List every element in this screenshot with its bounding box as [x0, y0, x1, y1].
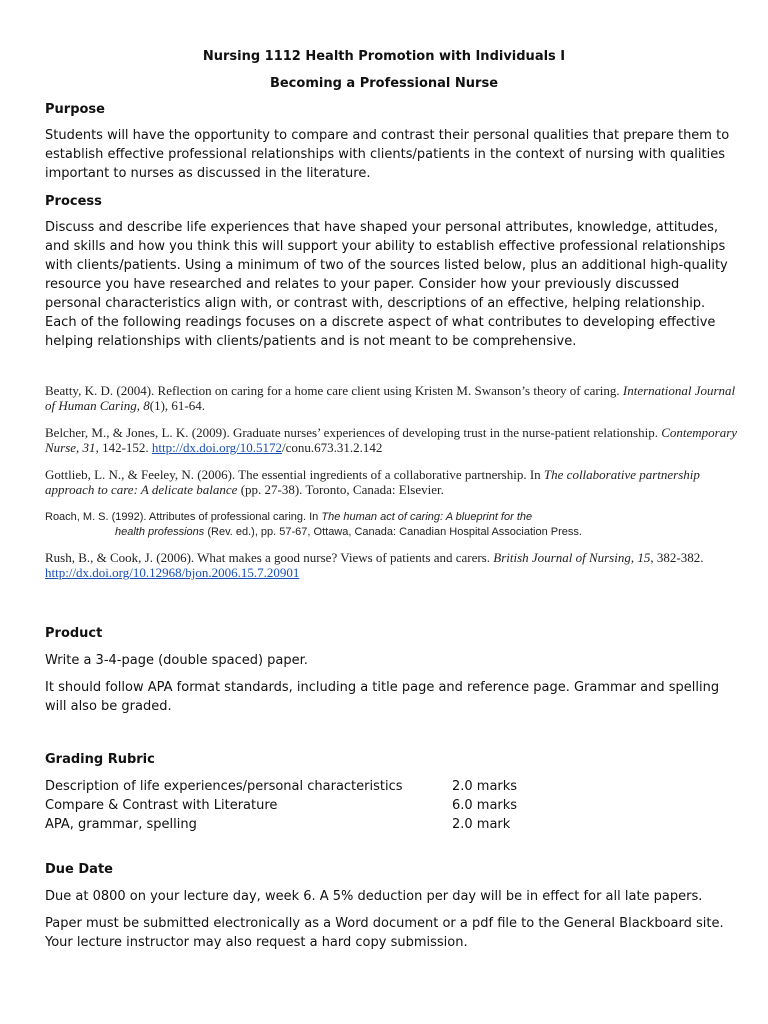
due-date-heading: Due Date	[45, 862, 113, 877]
product-line2: It should follow APA format standards, including a title page and reference page. Grammar and spelling will also be graded.	[45, 680, 720, 714]
rubric-marks: 2.0 marks	[452, 779, 518, 794]
reference-authors: Beatty, K. D. (2004). Reflection on caring for a home care client using Kristen M. Swanson’s theory of caring.	[45, 383, 620, 398]
rubric-criterion: Description of life experiences/personal characteristics	[45, 779, 403, 794]
reference-authors: Roach, M. S. (1992). Attributes of professional caring. In	[45, 511, 319, 523]
reference-book-cont: health professions	[115, 526, 205, 538]
rubric-row	[45, 815, 665, 834]
reference-journal: International Journal of Human Caring, 8	[45, 383, 736, 413]
rubric-table	[45, 777, 665, 834]
reference-authors: Rush, B., & Cook, J. (2006). What makes a good nurse? Views of patients and carers.	[45, 550, 490, 565]
rubric-criterion: APA, grammar, spelling	[45, 817, 197, 832]
reference-authors: Gottlieb, L. N., & Feeley, N. (2006). The essential ingredients of a collaborative partnership. In	[45, 467, 541, 482]
reference-tail: (Rev. ed.), pp. 57-67, Ottawa, Canada: Canadian Hospital Association Press.	[207, 526, 582, 538]
due-date-line1: Due at 0800 on your lecture day, week 6. A 5% deduction per day will be in effect for all late papers.	[45, 889, 703, 904]
reference-beatty	[45, 383, 745, 413]
product-heading: Product	[45, 626, 103, 641]
reference-line2	[45, 525, 745, 540]
reference-authors: Belcher, M., & Jones, L. K. (2009). Graduate nurses’ experiences of developing trust in the nurse-patient relationship.	[45, 425, 658, 440]
assignment-title: Becoming a Professional Nurse	[269, 76, 499, 91]
reference-belcher	[45, 425, 745, 455]
reference-journal: British Journal of Nursing, 15	[493, 550, 651, 565]
purpose-text: Students will have the opportunity to compare and contrast their personal qualities that prepare them to establish effective professional relationships with clients/patients in the context of nursing with qualities important to nurses as discussed in the literature.	[45, 128, 730, 181]
reference-book: The collaborative partnership approach to care: A delicate balance	[45, 467, 700, 497]
reference-tail: (1), 61-64.	[149, 398, 205, 413]
rubric-row	[45, 796, 665, 815]
course-title: Nursing 1112 Health Promotion with Individuals I	[202, 49, 566, 64]
reference-book: The human act of caring: A blueprint for the	[321, 511, 533, 523]
process-heading: Process	[45, 194, 102, 209]
reference-gottlieb	[45, 467, 745, 497]
rubric-marks: 6.0 marks	[452, 798, 518, 813]
rubric-row	[45, 777, 665, 796]
reference-pages: , 382-382.	[650, 550, 704, 565]
product-line1: Write a 3-4-page (double spaced) paper.	[45, 653, 308, 668]
reference-tail: /conu.673.31.2.142	[282, 440, 383, 455]
rubric-heading: Grading Rubric	[45, 752, 155, 767]
reference-journal: Contemporary Nurse, 31	[45, 425, 738, 455]
reference-line1	[45, 511, 532, 523]
reference-roach	[45, 510, 745, 540]
reference-rush	[45, 550, 745, 580]
rubric-marks: 2.0 mark	[452, 817, 511, 832]
reference-tail: (pp. 27-38). Toronto, Canada: Elsevier.	[240, 482, 444, 497]
reference-pages: , 142-152.	[95, 440, 149, 455]
due-date-line2: Paper must be submitted electronically as a Word document or a pdf file to the General Blackboard site. Your lecture instructor may also request a hard copy submission.	[45, 916, 724, 950]
process-text: Discuss and describe life experiences that have shaped your personal attributes, knowledge, attitudes, and skills and how you think this will support your ability to establish effective professional relationships with clients/patients. Using a minimum of two of the sources listed below, plus an additional high-quality resource you have researched and relates to your paper. Consider how your previously discussed personal characteristics align with, or contrast with, descriptions of an effective, helping relationship. Each of the following readings focuses on a discrete aspect of what contributes to developing effective helping relationships with clients/patients and is not meant to be comprehensive.	[45, 220, 728, 349]
rubric-criterion: Compare & Contrast with Literature	[45, 798, 278, 813]
reference-doi-link[interactable]: http://dx.doi.org/10.12968/bjon.2006.15.7.20901	[45, 565, 300, 580]
purpose-heading: Purpose	[45, 102, 105, 117]
reference-doi-link[interactable]: http://dx.doi.org/10.5172	[151, 440, 283, 455]
